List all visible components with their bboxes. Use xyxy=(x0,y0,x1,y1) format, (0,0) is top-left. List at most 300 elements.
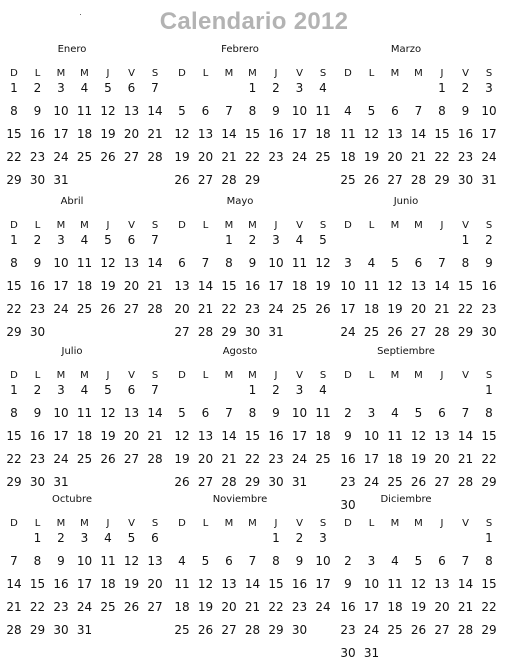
day-cell: 16 xyxy=(268,429,284,443)
day-cell: 29 xyxy=(268,623,284,637)
day-cell: 14 xyxy=(221,127,237,141)
day-cell: 20 xyxy=(147,577,163,591)
day-cell: 27 xyxy=(434,623,450,637)
day-cell: 12 xyxy=(363,127,380,141)
weekday-header: V xyxy=(462,370,469,381)
weekday-header: S xyxy=(485,370,493,381)
day-cell: 13 xyxy=(197,127,214,141)
day-cell: 21 xyxy=(147,279,163,293)
day-cell: 7 xyxy=(225,406,233,420)
day-cell: 7 xyxy=(225,104,233,118)
day-cell: 6 xyxy=(225,554,233,568)
day-cell: 30 xyxy=(268,475,284,489)
weekday-header: M xyxy=(224,68,234,79)
day-cell: 28 xyxy=(147,452,163,466)
day-cell: 22 xyxy=(221,302,237,316)
day-cell: 30 xyxy=(340,646,356,660)
weekday-header: L xyxy=(34,370,41,381)
day-cell: 16 xyxy=(340,600,356,614)
day-cell: 19 xyxy=(410,452,427,466)
day-cell: 5 xyxy=(104,233,112,247)
weekday-header: V xyxy=(462,220,469,231)
day-cell: 4 xyxy=(80,383,89,397)
day-cell: 26 xyxy=(100,452,116,466)
weekday-header: L xyxy=(368,370,375,381)
day-cell: 17 xyxy=(363,452,380,466)
weekday-header: L xyxy=(34,518,41,529)
day-cell: 30 xyxy=(29,173,46,187)
day-cell: 1 xyxy=(485,531,493,545)
day-cell: 18 xyxy=(315,127,331,141)
day-cell: 13 xyxy=(123,104,140,118)
day-cell: 20 xyxy=(221,600,237,614)
weekday-header: V xyxy=(128,370,135,381)
weekday-header: D xyxy=(178,68,186,79)
day-cell: 19 xyxy=(100,429,116,443)
day-cell: 1 xyxy=(248,383,257,397)
day-cell: 21 xyxy=(434,302,450,316)
day-cell: 8 xyxy=(10,256,18,270)
day-cell: 23 xyxy=(268,150,284,164)
weekday-header: M xyxy=(414,68,423,79)
day-cell: 9 xyxy=(344,577,352,591)
day-cell: 27 xyxy=(147,600,163,614)
day-cell: 11 xyxy=(76,406,93,420)
month-name: Marzo xyxy=(390,44,422,55)
weekday-header: J xyxy=(106,68,110,79)
day-cell: 21 xyxy=(147,127,163,141)
day-cell: 4 xyxy=(391,554,399,568)
day-cell: 21 xyxy=(457,452,474,466)
day-cell: 30 xyxy=(481,325,497,339)
day-cell: 15 xyxy=(244,429,261,443)
day-cell: 2 xyxy=(295,531,304,545)
day-cell: 28 xyxy=(457,623,474,637)
day-cell: 3 xyxy=(485,81,493,95)
day-cell: 9 xyxy=(272,104,280,118)
day-cell: 19 xyxy=(174,452,190,466)
month-name: Mayo xyxy=(226,196,254,207)
day-cell: 25 xyxy=(315,452,331,466)
weekday-header: M xyxy=(56,220,66,231)
day-cell: 24 xyxy=(53,150,69,164)
day-cell: 13 xyxy=(434,429,450,443)
day-cell: 6 xyxy=(127,81,136,95)
day-cell: 8 xyxy=(33,554,42,568)
day-cell: 11 xyxy=(387,577,403,591)
day-cell: 16 xyxy=(244,279,261,293)
weekday-header: V xyxy=(462,518,469,529)
day-cell: 29 xyxy=(434,173,450,187)
day-cell: 18 xyxy=(291,279,308,293)
day-cell: 22 xyxy=(6,150,22,164)
day-cell: 17 xyxy=(363,600,380,614)
weekday-header: S xyxy=(485,220,493,231)
day-cell: 25 xyxy=(315,150,331,164)
day-cell: 25 xyxy=(387,623,403,637)
day-cell: 5 xyxy=(178,104,186,118)
day-cell: 15 xyxy=(434,127,450,141)
day-cell: 18 xyxy=(387,600,403,614)
day-cell: 3 xyxy=(367,554,376,568)
day-cell: 16 xyxy=(481,279,497,293)
day-cell: 18 xyxy=(76,127,93,141)
day-cell: 29 xyxy=(6,475,22,489)
day-cell: 27 xyxy=(410,325,427,339)
day-cell: 5 xyxy=(104,383,112,397)
day-cell: 2 xyxy=(461,81,470,95)
day-cell: 20 xyxy=(123,429,140,443)
weekday-header: D xyxy=(178,370,186,381)
day-cell: 9 xyxy=(344,429,352,443)
day-cell: 2 xyxy=(485,233,493,247)
weekday-header: M xyxy=(80,370,89,381)
day-cell: 29 xyxy=(481,475,497,489)
day-cell: 6 xyxy=(201,406,210,420)
day-cell: 20 xyxy=(123,279,140,293)
weekday-header: L xyxy=(202,68,209,79)
weekday-header: S xyxy=(151,518,159,529)
day-cell: 11 xyxy=(174,577,190,591)
day-cell: 8 xyxy=(10,406,18,420)
month-name: Septiembre xyxy=(377,346,435,357)
day-cell: 27 xyxy=(197,475,214,489)
day-cell: 7 xyxy=(461,406,470,420)
day-cell: 13 xyxy=(123,406,140,420)
day-cell: 27 xyxy=(387,173,403,187)
day-cell: 8 xyxy=(485,406,493,420)
day-cell: 18 xyxy=(363,302,380,316)
day-cell: 22 xyxy=(244,150,261,164)
day-cell: 7 xyxy=(151,81,159,95)
weekday-header: L xyxy=(34,68,41,79)
weekday-header: J xyxy=(274,68,278,79)
day-cell: 17 xyxy=(315,577,331,591)
day-cell: 16 xyxy=(29,429,46,443)
day-cell: 24 xyxy=(291,150,308,164)
day-cell: 29 xyxy=(6,173,22,187)
day-cell: 30 xyxy=(340,498,356,512)
day-cell: 18 xyxy=(387,452,403,466)
day-cell: 23 xyxy=(268,452,284,466)
day-cell: 29 xyxy=(244,475,261,489)
day-cell: 5 xyxy=(104,81,112,95)
day-cell: 9 xyxy=(57,554,65,568)
weekday-header: M xyxy=(248,518,257,529)
day-cell: 24 xyxy=(481,150,497,164)
day-cell: 2 xyxy=(344,554,352,568)
day-cell: 31 xyxy=(76,623,93,637)
day-cell: 9 xyxy=(272,406,280,420)
weekday-header: M xyxy=(224,370,234,381)
day-cell: 3 xyxy=(367,406,376,420)
day-cell: 18 xyxy=(174,600,190,614)
weekday-header: S xyxy=(319,220,327,231)
calendar-title: Calendario 2012 xyxy=(159,8,349,35)
day-cell: 31 xyxy=(481,173,497,187)
day-cell: 21 xyxy=(147,429,163,443)
day-cell: 24 xyxy=(53,452,69,466)
day-cell: 30 xyxy=(244,325,261,339)
day-cell: 10 xyxy=(315,554,331,568)
day-cell: 24 xyxy=(340,325,356,339)
day-cell: 1 xyxy=(10,81,18,95)
day-cell: 11 xyxy=(315,406,331,420)
weekday-header: J xyxy=(440,220,444,231)
day-cell: 17 xyxy=(291,127,308,141)
day-cell: 10 xyxy=(268,256,284,270)
day-cell: 2 xyxy=(272,81,280,95)
day-cell: 15 xyxy=(221,279,237,293)
day-cell: 29 xyxy=(29,623,46,637)
day-cell: 5 xyxy=(414,554,423,568)
day-cell: 29 xyxy=(6,325,22,339)
day-cell: 23 xyxy=(457,150,474,164)
day-cell: 5 xyxy=(201,554,210,568)
day-cell: 22 xyxy=(481,600,497,614)
day-cell: 28 xyxy=(221,173,237,187)
day-cell: 13 xyxy=(387,127,403,141)
weekday-header: L xyxy=(202,518,209,529)
month-name: Octubre xyxy=(51,494,93,505)
weekday-header: L xyxy=(202,370,209,381)
day-cell: 5 xyxy=(414,406,423,420)
day-cell: 31 xyxy=(53,173,69,187)
day-cell: 24 xyxy=(363,475,380,489)
day-cell: 19 xyxy=(363,150,380,164)
weekday-header: J xyxy=(440,518,444,529)
day-cell: 26 xyxy=(197,623,214,637)
day-cell: 17 xyxy=(268,279,284,293)
day-cell: 24 xyxy=(315,600,331,614)
weekday-header: L xyxy=(368,220,375,231)
weekday-header: M xyxy=(56,518,66,529)
day-cell: 7 xyxy=(438,256,446,270)
weekday-header: D xyxy=(344,370,352,381)
day-cell: 6 xyxy=(391,104,399,118)
weekday-header: J xyxy=(274,370,278,381)
day-cell: 13 xyxy=(197,429,214,443)
day-cell: 27 xyxy=(197,173,214,187)
month-name: Abril xyxy=(60,196,84,207)
day-cell: 7 xyxy=(414,104,423,118)
day-cell: 7 xyxy=(10,554,18,568)
day-cell: 4 xyxy=(344,104,352,118)
weekday-header: M xyxy=(56,370,66,381)
day-cell: 8 xyxy=(485,554,493,568)
day-cell: 30 xyxy=(291,623,308,637)
day-cell: 28 xyxy=(147,302,163,316)
day-cell: 22 xyxy=(457,302,474,316)
day-cell: 20 xyxy=(123,127,140,141)
day-cell: 27 xyxy=(123,302,140,316)
day-cell: 21 xyxy=(221,452,237,466)
weekday-header: S xyxy=(319,370,327,381)
day-cell: 9 xyxy=(33,406,42,420)
month-name: Noviembre xyxy=(212,494,268,505)
day-cell: 23 xyxy=(291,600,308,614)
day-cell: 28 xyxy=(6,623,22,637)
day-cell: 16 xyxy=(340,452,356,466)
weekday-header: L xyxy=(368,518,375,529)
day-cell: 14 xyxy=(147,406,163,420)
day-cell: 4 xyxy=(80,81,89,95)
day-cell: 8 xyxy=(248,104,257,118)
day-cell: 24 xyxy=(363,623,380,637)
day-cell: 8 xyxy=(225,256,233,270)
day-cell: 16 xyxy=(457,127,474,141)
day-cell: 17 xyxy=(76,577,93,591)
day-cell: 21 xyxy=(457,600,474,614)
day-cell: 22 xyxy=(268,600,284,614)
day-cell: 3 xyxy=(344,256,352,270)
day-cell: 4 xyxy=(391,406,399,420)
day-cell: 27 xyxy=(434,475,450,489)
day-cell: 28 xyxy=(197,325,214,339)
day-cell: 15 xyxy=(457,279,474,293)
day-cell: 11 xyxy=(291,256,308,270)
day-cell: 16 xyxy=(291,577,308,591)
day-cell: 26 xyxy=(363,173,380,187)
weekday-header: M xyxy=(390,68,400,79)
day-cell: 25 xyxy=(291,302,308,316)
weekday-header: S xyxy=(485,68,493,79)
weekday-header: D xyxy=(178,518,186,529)
day-cell: 10 xyxy=(53,406,69,420)
day-cell: 23 xyxy=(244,302,261,316)
weekday-header: D xyxy=(178,220,186,231)
day-cell: 21 xyxy=(410,150,427,164)
day-cell: 23 xyxy=(340,475,356,489)
weekday-header: J xyxy=(274,518,278,529)
day-cell: 12 xyxy=(410,577,427,591)
weekday-header: V xyxy=(128,220,135,231)
day-cell: 7 xyxy=(151,383,159,397)
day-cell: 3 xyxy=(319,531,327,545)
day-cell: 27 xyxy=(174,325,190,339)
day-cell: 11 xyxy=(76,104,93,118)
day-cell: 14 xyxy=(147,256,163,270)
weekday-header: L xyxy=(368,68,375,79)
month-name: Enero xyxy=(57,44,87,55)
day-cell: 4 xyxy=(178,554,186,568)
day-cell: 14 xyxy=(221,429,237,443)
weekday-header: M xyxy=(248,370,257,381)
day-cell: 24 xyxy=(268,302,284,316)
day-cell: 22 xyxy=(6,452,22,466)
day-cell: 29 xyxy=(457,325,474,339)
day-cell: 16 xyxy=(29,127,46,141)
weekday-header: V xyxy=(296,68,303,79)
day-cell: 17 xyxy=(53,279,69,293)
day-cell: 28 xyxy=(434,325,450,339)
day-cell: 15 xyxy=(481,429,497,443)
day-cell: 31 xyxy=(363,646,380,660)
day-cell: 8 xyxy=(461,256,470,270)
day-cell: 14 xyxy=(434,279,450,293)
day-cell: 7 xyxy=(201,256,210,270)
day-cell: 29 xyxy=(244,173,261,187)
day-cell: 9 xyxy=(485,256,493,270)
weekday-header: J xyxy=(440,68,444,79)
day-cell: 25 xyxy=(387,475,403,489)
day-cell: 2 xyxy=(248,233,257,247)
weekday-header: D xyxy=(344,220,352,231)
weekday-header: J xyxy=(106,220,110,231)
day-cell: 14 xyxy=(197,279,214,293)
weekday-header: J xyxy=(274,220,278,231)
day-cell: 11 xyxy=(76,256,93,270)
day-cell: 17 xyxy=(53,429,69,443)
month-name: Febrero xyxy=(221,44,259,55)
day-cell: 29 xyxy=(221,325,237,339)
day-cell: 26 xyxy=(410,475,427,489)
day-cell: 13 xyxy=(174,279,190,293)
month-name: Junio xyxy=(393,196,419,207)
day-cell: 18 xyxy=(340,150,356,164)
day-cell: 1 xyxy=(10,233,18,247)
day-cell: 2 xyxy=(33,81,42,95)
day-cell: 17 xyxy=(291,429,308,443)
day-cell: 13 xyxy=(147,554,163,568)
day-cell: 26 xyxy=(315,302,331,316)
day-cell: 23 xyxy=(29,302,46,316)
day-cell: 30 xyxy=(29,325,46,339)
day-cell: 25 xyxy=(174,623,190,637)
day-cell: 19 xyxy=(100,127,116,141)
day-cell: 31 xyxy=(53,475,69,489)
day-cell: 10 xyxy=(53,256,69,270)
day-cell: 16 xyxy=(53,577,69,591)
day-cell: 17 xyxy=(53,127,69,141)
weekday-header: S xyxy=(485,518,493,529)
day-cell: 25 xyxy=(76,302,93,316)
day-cell: 30 xyxy=(53,623,69,637)
day-cell: 12 xyxy=(315,256,331,270)
day-cell: 1 xyxy=(225,233,233,247)
day-cell: 11 xyxy=(100,554,116,568)
day-cell: 12 xyxy=(174,127,190,141)
day-cell: 19 xyxy=(174,150,190,164)
day-cell: 10 xyxy=(291,104,308,118)
day-cell: 9 xyxy=(33,256,42,270)
day-cell: 6 xyxy=(414,256,423,270)
day-cell: 28 xyxy=(457,475,474,489)
day-cell: 10 xyxy=(291,406,308,420)
day-cell: 2 xyxy=(344,406,352,420)
day-cell: 23 xyxy=(481,302,497,316)
day-cell: 26 xyxy=(123,600,140,614)
day-cell: 17 xyxy=(481,127,497,141)
day-cell: 12 xyxy=(100,256,116,270)
day-cell: 8 xyxy=(248,406,257,420)
weekday-header: M xyxy=(414,370,423,381)
weekday-header: S xyxy=(151,68,159,79)
day-cell: 14 xyxy=(410,127,427,141)
weekday-header: M xyxy=(224,220,234,231)
weekday-header: D xyxy=(10,220,18,231)
day-cell: 27 xyxy=(123,150,140,164)
day-cell: 25 xyxy=(100,600,116,614)
day-cell: 13 xyxy=(434,577,450,591)
day-cell: 14 xyxy=(147,104,163,118)
day-cell: 21 xyxy=(221,150,237,164)
day-cell: 10 xyxy=(340,279,356,293)
day-cell: 15 xyxy=(6,279,22,293)
day-cell: 8 xyxy=(438,104,446,118)
day-cell: 2 xyxy=(33,383,42,397)
day-cell: 26 xyxy=(100,150,116,164)
